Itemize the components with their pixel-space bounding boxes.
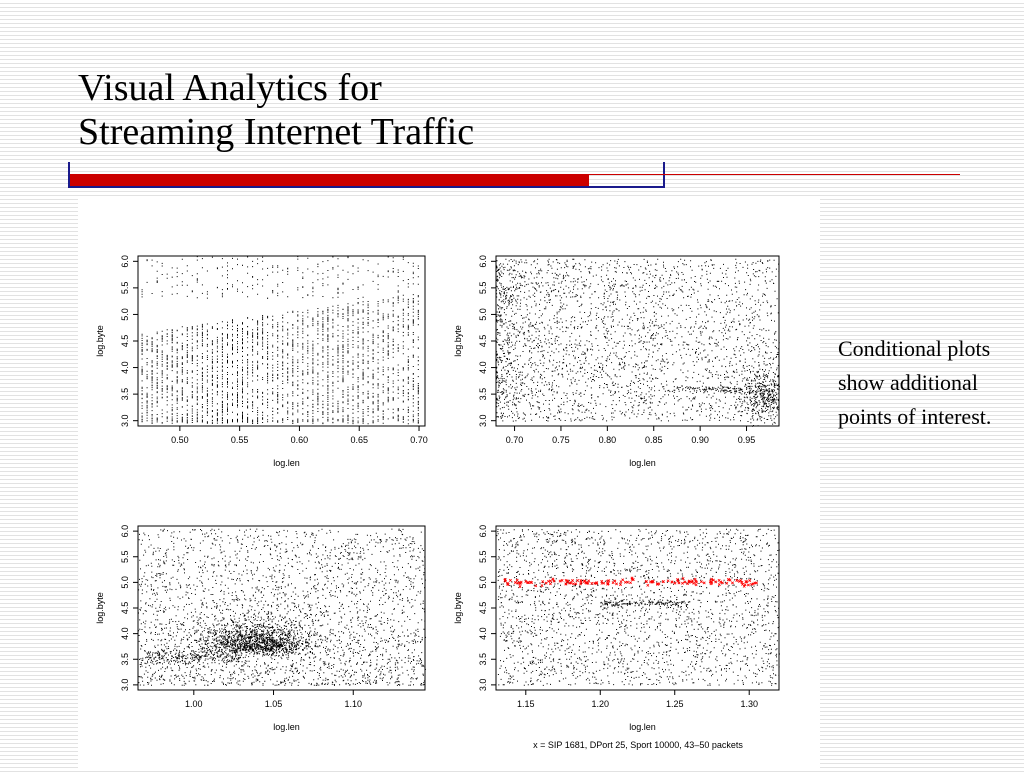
y-tick-label: 4.0 <box>478 361 488 374</box>
x-tick-label: 0.60 <box>290 435 309 445</box>
x-axis-label: log.len <box>629 458 656 468</box>
x-tick-label: 0.80 <box>598 435 617 445</box>
data-points <box>142 256 419 424</box>
x-axis-label: log.len <box>629 722 656 732</box>
x-tick-label: 1.25 <box>665 699 684 709</box>
plot-frame <box>138 526 425 690</box>
decoration-blue-bracket <box>68 186 665 188</box>
title-underline-decoration <box>0 150 1024 190</box>
slide-title <box>78 66 474 154</box>
y-axis-label: log.byte <box>95 592 105 624</box>
y-tick-label: 6.0 <box>478 255 488 268</box>
y-tick-label: 3.0 <box>120 414 130 427</box>
y-tick-label: 5.0 <box>478 576 488 589</box>
y-tick-label: 6.0 <box>120 524 130 538</box>
x-tick-label: 1.30 <box>740 699 758 709</box>
y-tick-label: 3.0 <box>478 678 488 692</box>
x-tick-label: 0.55 <box>230 435 249 445</box>
y-tick-label: 5.5 <box>120 281 130 295</box>
y-tick-label: 5.5 <box>478 550 488 564</box>
scatter-panel-2 <box>453 255 780 468</box>
data-points <box>496 529 780 686</box>
highlight-legend: x = SIP 1681, DPort 25, Sport 10000, 43–50 packets <box>533 740 743 750</box>
y-tick-label: 5.0 <box>120 576 130 589</box>
x-tick-label: 0.90 <box>691 435 709 445</box>
y-tick-label: 5.0 <box>478 308 488 321</box>
x-tick-label: 0.75 <box>552 435 570 445</box>
y-tick-label: 3.5 <box>478 652 488 666</box>
scatter-panel-3 <box>95 525 426 732</box>
y-tick-label: 4.5 <box>120 601 130 615</box>
y-tick-label: 3.0 <box>478 414 488 427</box>
conditional-plots-svg <box>78 198 820 768</box>
x-tick-label: 0.70 <box>410 435 428 445</box>
x-tick-label: 1.10 <box>344 699 363 709</box>
y-tick-label: 4.5 <box>478 334 488 348</box>
y-tick-label: 5.0 <box>120 308 130 321</box>
y-tick-label: 4.0 <box>120 361 130 374</box>
decoration-red-bar <box>70 174 589 186</box>
y-tick-label: 4.5 <box>478 601 488 615</box>
x-tick-label: 1.05 <box>264 699 283 709</box>
y-tick-label: 3.0 <box>120 678 130 692</box>
caption-text: Conditional plots show additional points of interest. <box>838 336 992 429</box>
y-tick-label: 4.0 <box>478 627 488 640</box>
plot-frame <box>138 256 425 426</box>
x-tick-label: 1.20 <box>591 699 610 709</box>
x-tick-label: 0.70 <box>505 435 524 445</box>
data-points <box>496 259 780 427</box>
y-tick-label: 6.0 <box>478 524 488 538</box>
y-tick-label: 3.5 <box>120 387 130 401</box>
decoration-red-thin-line <box>589 174 960 175</box>
y-tick-label: 3.5 <box>478 387 488 401</box>
highlight-markers <box>504 577 758 588</box>
y-tick-label: 5.5 <box>120 550 130 564</box>
scatter-panel-1 <box>95 255 428 468</box>
y-tick-label: 5.5 <box>478 281 488 295</box>
y-axis-label: log.byte <box>95 325 105 357</box>
y-axis-label: log.byte <box>453 325 463 357</box>
x-tick-label: 0.50 <box>171 435 189 445</box>
slide-title-line-1: Visual Analytics for <box>78 67 382 109</box>
y-axis-label: log.byte <box>453 592 463 624</box>
plot-frame <box>496 256 779 426</box>
x-axis-label: log.len <box>273 722 300 732</box>
scatter-panel-4 <box>453 525 780 732</box>
y-tick-label: 6.0 <box>120 255 130 268</box>
x-tick-label: 0.85 <box>644 435 663 445</box>
plot-frame <box>496 526 779 690</box>
x-tick-label: 0.95 <box>737 435 756 445</box>
slide-title-line-2: Streaming Internet Traffic <box>78 111 475 153</box>
y-tick-label: 3.5 <box>120 652 130 666</box>
conditional-plots-figure <box>78 198 820 768</box>
x-tick-label: 0.65 <box>350 435 368 445</box>
x-axis-label: log.len <box>273 458 300 468</box>
decoration-blue-left-tick <box>68 162 70 188</box>
y-tick-label: 4.0 <box>120 627 130 640</box>
x-tick-label: 1.15 <box>517 699 535 709</box>
data-points <box>138 529 426 686</box>
x-tick-label: 1.00 <box>185 699 203 709</box>
y-tick-label: 4.5 <box>120 334 130 348</box>
